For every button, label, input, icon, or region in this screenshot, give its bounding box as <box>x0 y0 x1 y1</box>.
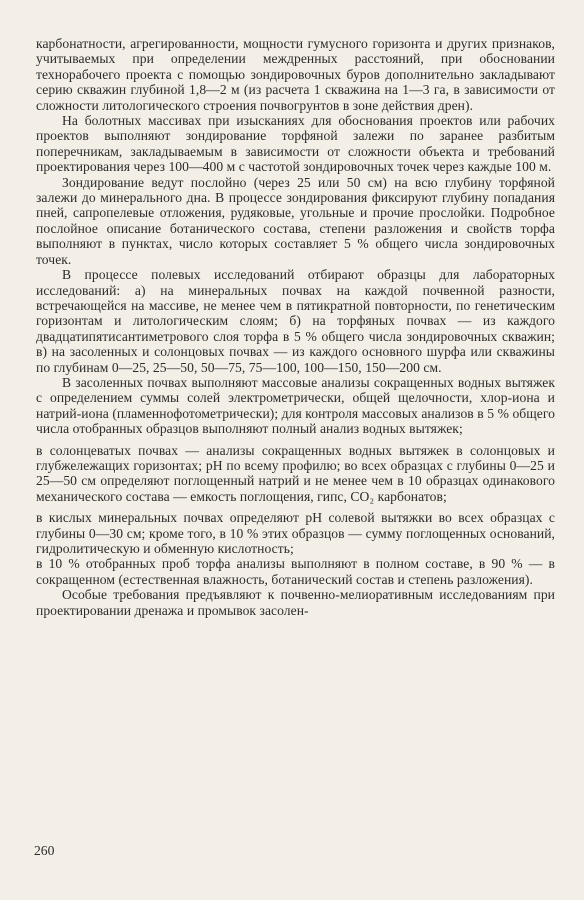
paragraph-9: Особые требования предъявляют к почвенно-мелиоративным исследованиям при проектировании дренажа и промывок засолен- <box>36 587 555 618</box>
paragraph-8: в 10 % отобранных проб торфа анализы выполняют в полном составе, в 90 % — в сокращенном (естественная влажность, ботанический состав и степень разложения). <box>36 556 555 587</box>
paragraph-2: На болотных массивах при изысканиях для обоснования проектов или рабочих проектов выполняют зондирование торфяной залежи по заранее разбитым поперечникам, закладываемым в зависимости от сложности объекта и требований проектирования через 100—400 м с частотой зондировочных точек через каждые 100 м. <box>36 113 555 175</box>
paragraph-1: карбонатности, агрегированности, мощности гумусного горизонта и других признаков, учитываемых при определении междренных расстояний, при обосновании технорабочего проекта с помощью зондировочных буров дополнительно закладывают серию скважин глубиной 1,8—2 м (из расчета 1 скважина на 1—3 га, в зависимости от сложности литологического строения почвогрунтов в зоне действия дрен). <box>36 36 555 113</box>
paragraph-7: в кислых минеральных почвах определяют pH солевой вытяжки во всех образцах с глубины 0—30 см; кроме того, в 10 % этих образцов — сумму поглощенных оснований, гидролитическую и обменную кислотность; <box>36 510 555 556</box>
page-body <box>36 36 555 618</box>
paragraph-6: в солонцеватых почвах — анализы сокращенных водных вытяжек в солонцовых и глубжележащих горизонтах; pH по всему профилю; во всех образцах с глубины 0—25 и 25—50 см определяют поглощенный натрий и не менее чем в 10 образцах одинакового механического состава — емкость поглощения, гипс, CO₂ карбонатов; <box>36 442 555 504</box>
paragraph-4: В процессе полевых исследований отбирают образцы для лабораторных исследований: а) на минеральных почвах на каждой почвенной разности, встречающейся на массиве, не менее чем в пятикратной повторности, по генетическим горизонтам и литологическим слоям; б) на торфяных почвах — из каждого двадцатипятисантиметрового слоя торфа в 5 % общего числа зондировочных скважин; в) на засоленных и солонцовых почвах — из каждого основного шурфа или скважины по глубинам 0—25, 25—50, 50—75, 75—100, 100—150, 150—200 см. <box>36 267 555 375</box>
paragraph-3: Зондирование ведут послойно (через 25 или 50 см) на всю глубину торфяной залежи до минерального дна. В процессе зондирования фиксируют глубину попадания пней, сапропелевые отложения, рудяковые, угольные и прочие прослойки. Подробное послойное описание ботанического состава, степени разложения и свойств торфа выполняют в пунктах, число которых составляет 5 % общего числа зондировочных точек. <box>36 174 555 267</box>
paragraph-5: В засоленных почвах выполняют массовые анализы сокращенных водных вытяжек с определением суммы солей электрометрически, общей щелочности, хлор-иона и натрий-иона (пламеннофотометрически); для контроля массовых анализов в 5 % общего числа отобранных образцов выполняют полный анализ водных вытяжек; <box>36 374 555 437</box>
page-number: 260 <box>34 843 55 858</box>
